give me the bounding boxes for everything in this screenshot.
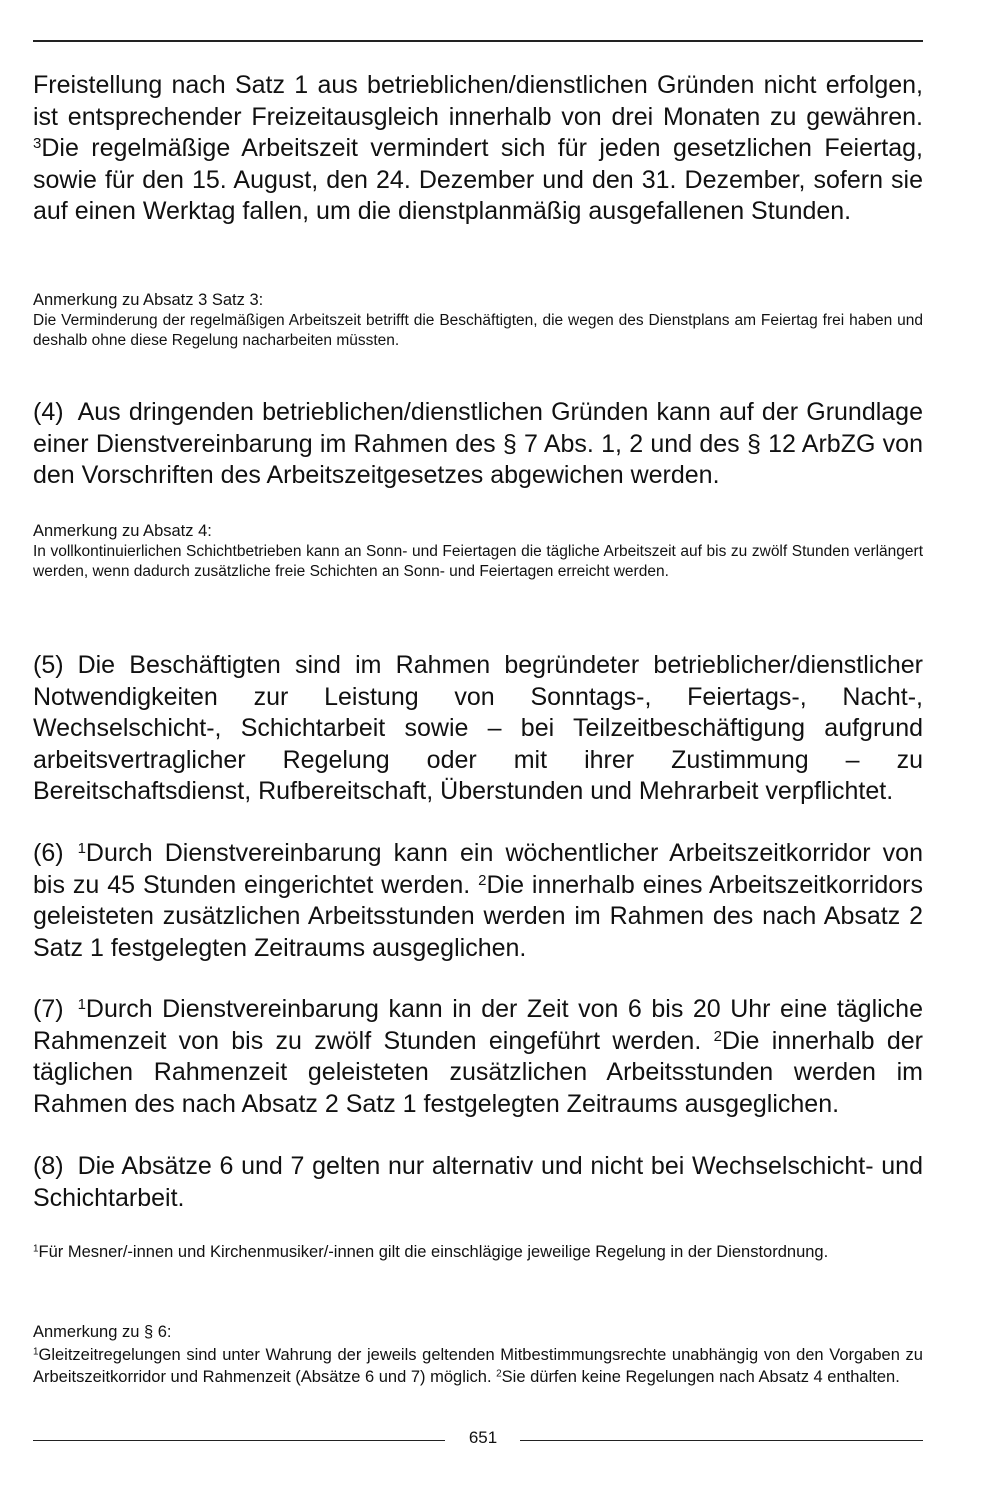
header-rule: [33, 40, 923, 42]
sentence-number: 1: [33, 1346, 39, 1358]
page-number: 651: [468, 1428, 498, 1447]
note-paragraph-6: [33, 1321, 923, 1389]
paragraph-text: Die Absätze 6 und 7 gelten nur alternativ und nicht bei Wechselschicht- und Schichtarbeit.: [33, 1152, 923, 1212]
footer-rule-right: [520, 1440, 923, 1441]
note-text-2: Sie dürfen keine Regelungen nach Absatz 4 enthalten.: [501, 1368, 900, 1386]
sentence-number: 2: [713, 1027, 722, 1045]
paragraph-number: (5): [33, 651, 64, 679]
note-heading: Anmerkung zu Absatz 4:: [33, 522, 212, 540]
sentence-number: 1: [77, 995, 86, 1013]
lead-text: Freistellung nach Satz 1 aus betrieblichen/dienstlichen Gründen nicht erfolgen, ist entsprechender Freizeitausgleich innerhalb von drei Monaten zu gewähren.: [33, 71, 923, 131]
paragraph-number: (8): [33, 1152, 64, 1180]
paragraph-6: [33, 838, 923, 964]
footnote-text: Für Mesner/-innen und Kirchenmusiker/-innen gilt die einschlägige jeweilige Regelung in der Dienstordnung.: [38, 1243, 829, 1261]
footnote-marker: 1: [33, 1243, 39, 1255]
continued-paragraph: [33, 70, 923, 228]
note-text: In vollkontinuierlichen Schichtbetrieben kann an Sonn- und Feiertagen die tägliche Arbeitszeit auf bis zu zwölf Stunden verlängert werden, wenn dadurch zusätzliche freie Schichten an Sonn- und Feiertagen erreicht werden.: [33, 542, 923, 580]
sentence-number: 3: [33, 134, 42, 152]
lead-text-2: Die regelmäßige Arbeitszeit vermindert sich für jeden gesetzlichen Feiertag, sowie für den 15. August, den 24. Dezember und den 31. Dezember, sofern sie auf einen Werktag fallen, um die dienstplanmäßig ausgefallenen Stunden.: [33, 134, 923, 225]
note-absatz3: [33, 290, 923, 352]
paragraph-8: [33, 1151, 923, 1214]
paragraph-number: (6): [33, 839, 64, 867]
sentence-number: 2: [478, 871, 487, 889]
note-heading: Anmerkung zu Absatz 3 Satz 3:: [33, 291, 264, 309]
paragraph-text: Aus dringenden betrieblichen/dienstlichen Gründen kann auf der Grundlage einer Dienstvereinbarung im Rahmen des § 7 Abs. 1, 2 und des § 12 ArbZG von den Vorschriften des Arbeitszeitgesetzes abgewichen werden.: [33, 398, 923, 489]
paragraph-5: [33, 650, 923, 808]
paragraph-text: Durch Dienstvereinbarung kann in der Zeit von 6 bis 20 Uhr eine tägliche Rahmenzeit von bis zu zwölf Stunden eingeführt werden.: [33, 995, 923, 1055]
footer-rule-left: [33, 1440, 445, 1441]
footnote: [33, 1241, 923, 1264]
sentence-number: 1: [77, 839, 86, 857]
paragraph-number: (7): [33, 995, 64, 1023]
sentence-number: 2: [496, 1368, 502, 1380]
paragraph-text: Die Beschäftigten sind im Rahmen begründeter betrieblicher/dienstlicher Notwendigkeiten zur Leistung von Sonntags-, Feiertags-, Nacht-, Wechselschicht-, Schichtarbeit sowie – bei Teilzeitbeschäftigung aufgrund arbeitsvertraglicher Regelung oder mit ihrer Zustimmung – zu Bereitschaftsdienst, Rufbereitschaft, Überstunden und Mehrarbeit verpflichtet.: [33, 651, 923, 805]
note-heading: Anmerkung zu § 6:: [33, 1323, 172, 1341]
paragraph-number: (4): [33, 398, 64, 426]
paragraph-text-2: Die innerhalb der täglichen Rahmenzeit geleisteten zusätzlichen Arbeitsstunden werden im Rahmen des nach Absatz 2 Satz 1 festgelegten Zeitraums ausgeglichen.: [33, 1026, 924, 1118]
note-text: Gleitzeitregelungen sind unter Wahrung der jeweils geltenden Mitbestimmungsrechte unabhängig von den Vorgaben zu Arbeitszeitkorridor und Rahmenzeit (Absätze 6 und 7) möglich.: [33, 1345, 923, 1386]
paragraph-7: [33, 994, 923, 1120]
note-text: Die Verminderung der regelmäßigen Arbeitszeit betrifft die Beschäftigten, die wegen des Dienstplans am Feiertag frei haben und deshalb ohne diese Regelung nacharbeiten müssten.: [33, 311, 923, 349]
paragraph-4: [33, 397, 923, 492]
paragraph-text: Durch Dienstvereinbarung kann ein wöchentlicher Arbeitszeitkorridor von bis zu 45 Stunden eingerichtet werden.: [33, 839, 923, 899]
paragraph-text-2: Die innerhalb eines Arbeitszeitkorridors geleisteten zusätzlichen Arbeitsstunden werden im Rahmen des nach Absatz 2 Satz 1 festgelegten Zeitraums ausgeglichen.: [33, 870, 923, 962]
note-absatz4: [33, 521, 923, 583]
